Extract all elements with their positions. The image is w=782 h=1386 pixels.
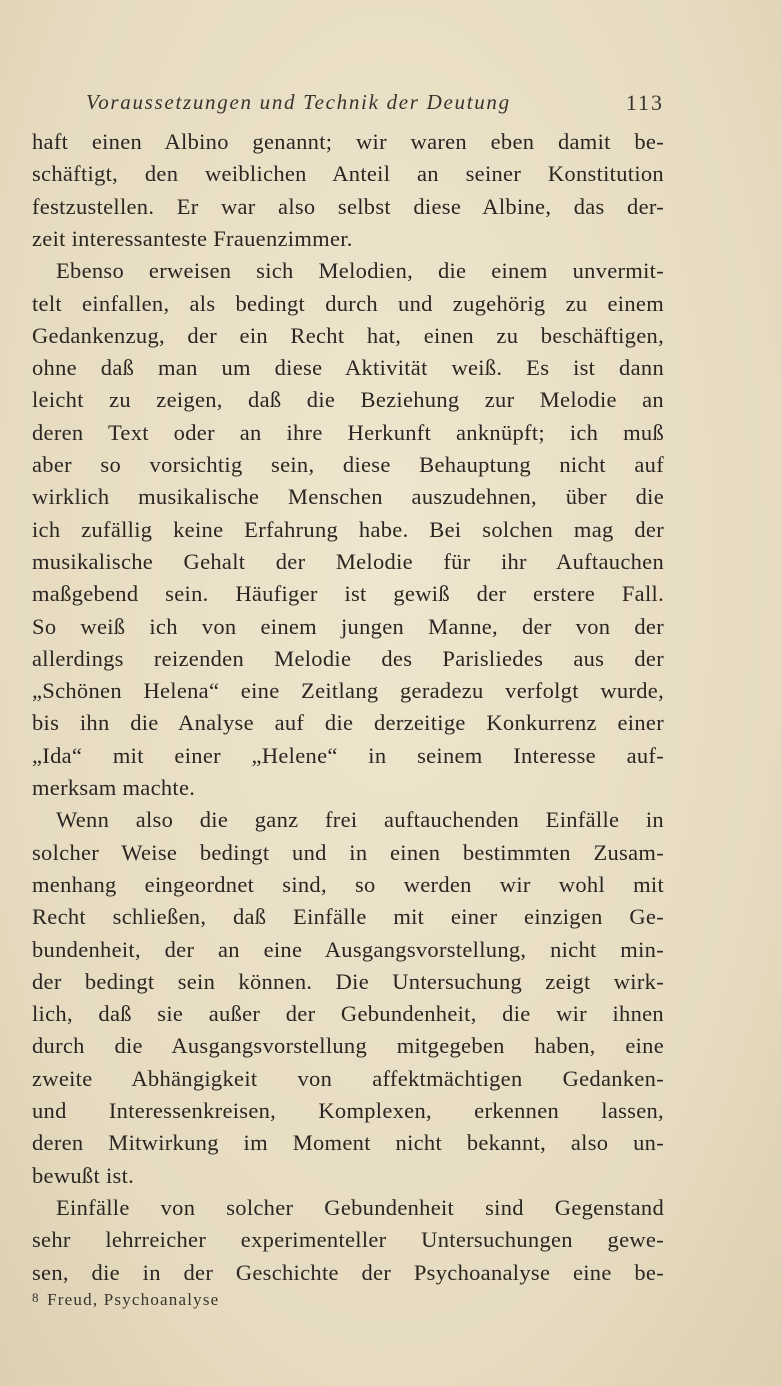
text-line: Recht schließen, daß Einfälle mit einer einzigen Ge- (32, 904, 664, 930)
running-title: Voraussetzungen und Technik der Deutung (86, 90, 511, 114)
page-number: 113 (625, 90, 664, 115)
printer-signature: 8 (32, 1290, 40, 1305)
footer-signature-line (32, 1290, 219, 1310)
text-line: wirklich musikalische Menschen auszudehnen, über die (32, 484, 664, 510)
text-line: sehr lehrreicher experimenteller Untersuchungen gewe- (32, 1227, 664, 1253)
text-line: zeit interessanteste Frauenzimmer. (32, 225, 353, 251)
text-line: Wenn also die ganz frei auftauchenden Einfälle in (56, 807, 664, 833)
text-line: menhang eingeordnet sind, so werden wir wohl mit (32, 871, 664, 897)
text-line: bis ihn die Analyse auf die derzeitige Konkurrenz einer (32, 710, 664, 736)
text-line: der bedingt sein können. Die Untersuchung zeigt wirk- (32, 968, 664, 994)
text-line: und Interessenkreisen, Komplexen, erkennen lassen, (32, 1098, 664, 1123)
text-line: telt einfallen, als bedingt durch und zugehörig zu einem (32, 290, 664, 316)
text-line: zweite Abhängigkeit von affektmächtigen Gedanken- (32, 1065, 664, 1091)
text-line: festzustellen. Er war also selbst diese Albine, das der- (32, 193, 664, 219)
text-line: merksam machte. (32, 775, 196, 800)
text-line: durch die Ausgangsvorstellung mitgegeben haben, eine (32, 1033, 664, 1059)
text-line: ich zufällig keine Erfahrung habe. Bei solchen mag der (32, 516, 664, 542)
text-line: bewußt ist. (32, 1162, 135, 1188)
text-line: allerdings reizenden Melodie des Parisliedes aus der (32, 645, 664, 671)
running-header (86, 86, 664, 126)
text-line: So weiß ich von einem jungen Manne, der von der (32, 613, 664, 639)
text-line: „Schönen Helena“ eine Zeitlang geradezu verfolgt wurde, (32, 678, 664, 704)
text-line: maßgebend sein. Häufiger ist gewiß der erstere Fall. (32, 581, 664, 607)
text-line: ohne daß man um diese Aktivität weiß. Es ist dann (32, 355, 664, 381)
text-line: solcher Weise bedingt und in einen bestimmten Zusam- (32, 839, 664, 865)
text-line: haft einen Albino genannt; wir waren eben damit be- (32, 129, 664, 154)
text-line: Gedankenzug, der ein Recht hat, einen zu beschäftigen, (32, 322, 664, 348)
text-line: schäftigt, den weiblichen Anteil an seiner Konstitution (32, 161, 664, 187)
text-line: „Ida“ mit einer „Helene“ in seinem Interesse auf- (32, 742, 664, 768)
text-line: Einfälle von solcher Gebundenheit sind Gegenstand (56, 1194, 664, 1220)
text-line: deren Text oder an ihre Herkunft anknüpft; ich muß (32, 419, 664, 445)
text-line: Ebenso erweisen sich Melodien, die einem unvermit- (56, 258, 664, 284)
text-line: aber so vorsichtig sein, diese Behauptung nicht auf (32, 452, 664, 477)
text-line: deren Mitwirkung im Moment nicht bekannt, also un- (32, 1130, 664, 1156)
text-line: sen, die in der Geschichte der Psychoanalyse eine be- (32, 1259, 664, 1285)
text-line: leicht zu zeigen, daß die Beziehung zur Melodie an (32, 387, 664, 413)
text-line: musikalische Gehalt der Melodie für ihr Auftauchen (32, 548, 664, 574)
text-line: bundenheit, der an eine Ausgangsvorstellung, nicht min- (32, 936, 664, 962)
text-line: lich, daß sie außer der Gebundenheit, die wir ihnen (32, 1001, 664, 1027)
footer-text: Freud, Psychoanalyse (47, 1290, 220, 1309)
